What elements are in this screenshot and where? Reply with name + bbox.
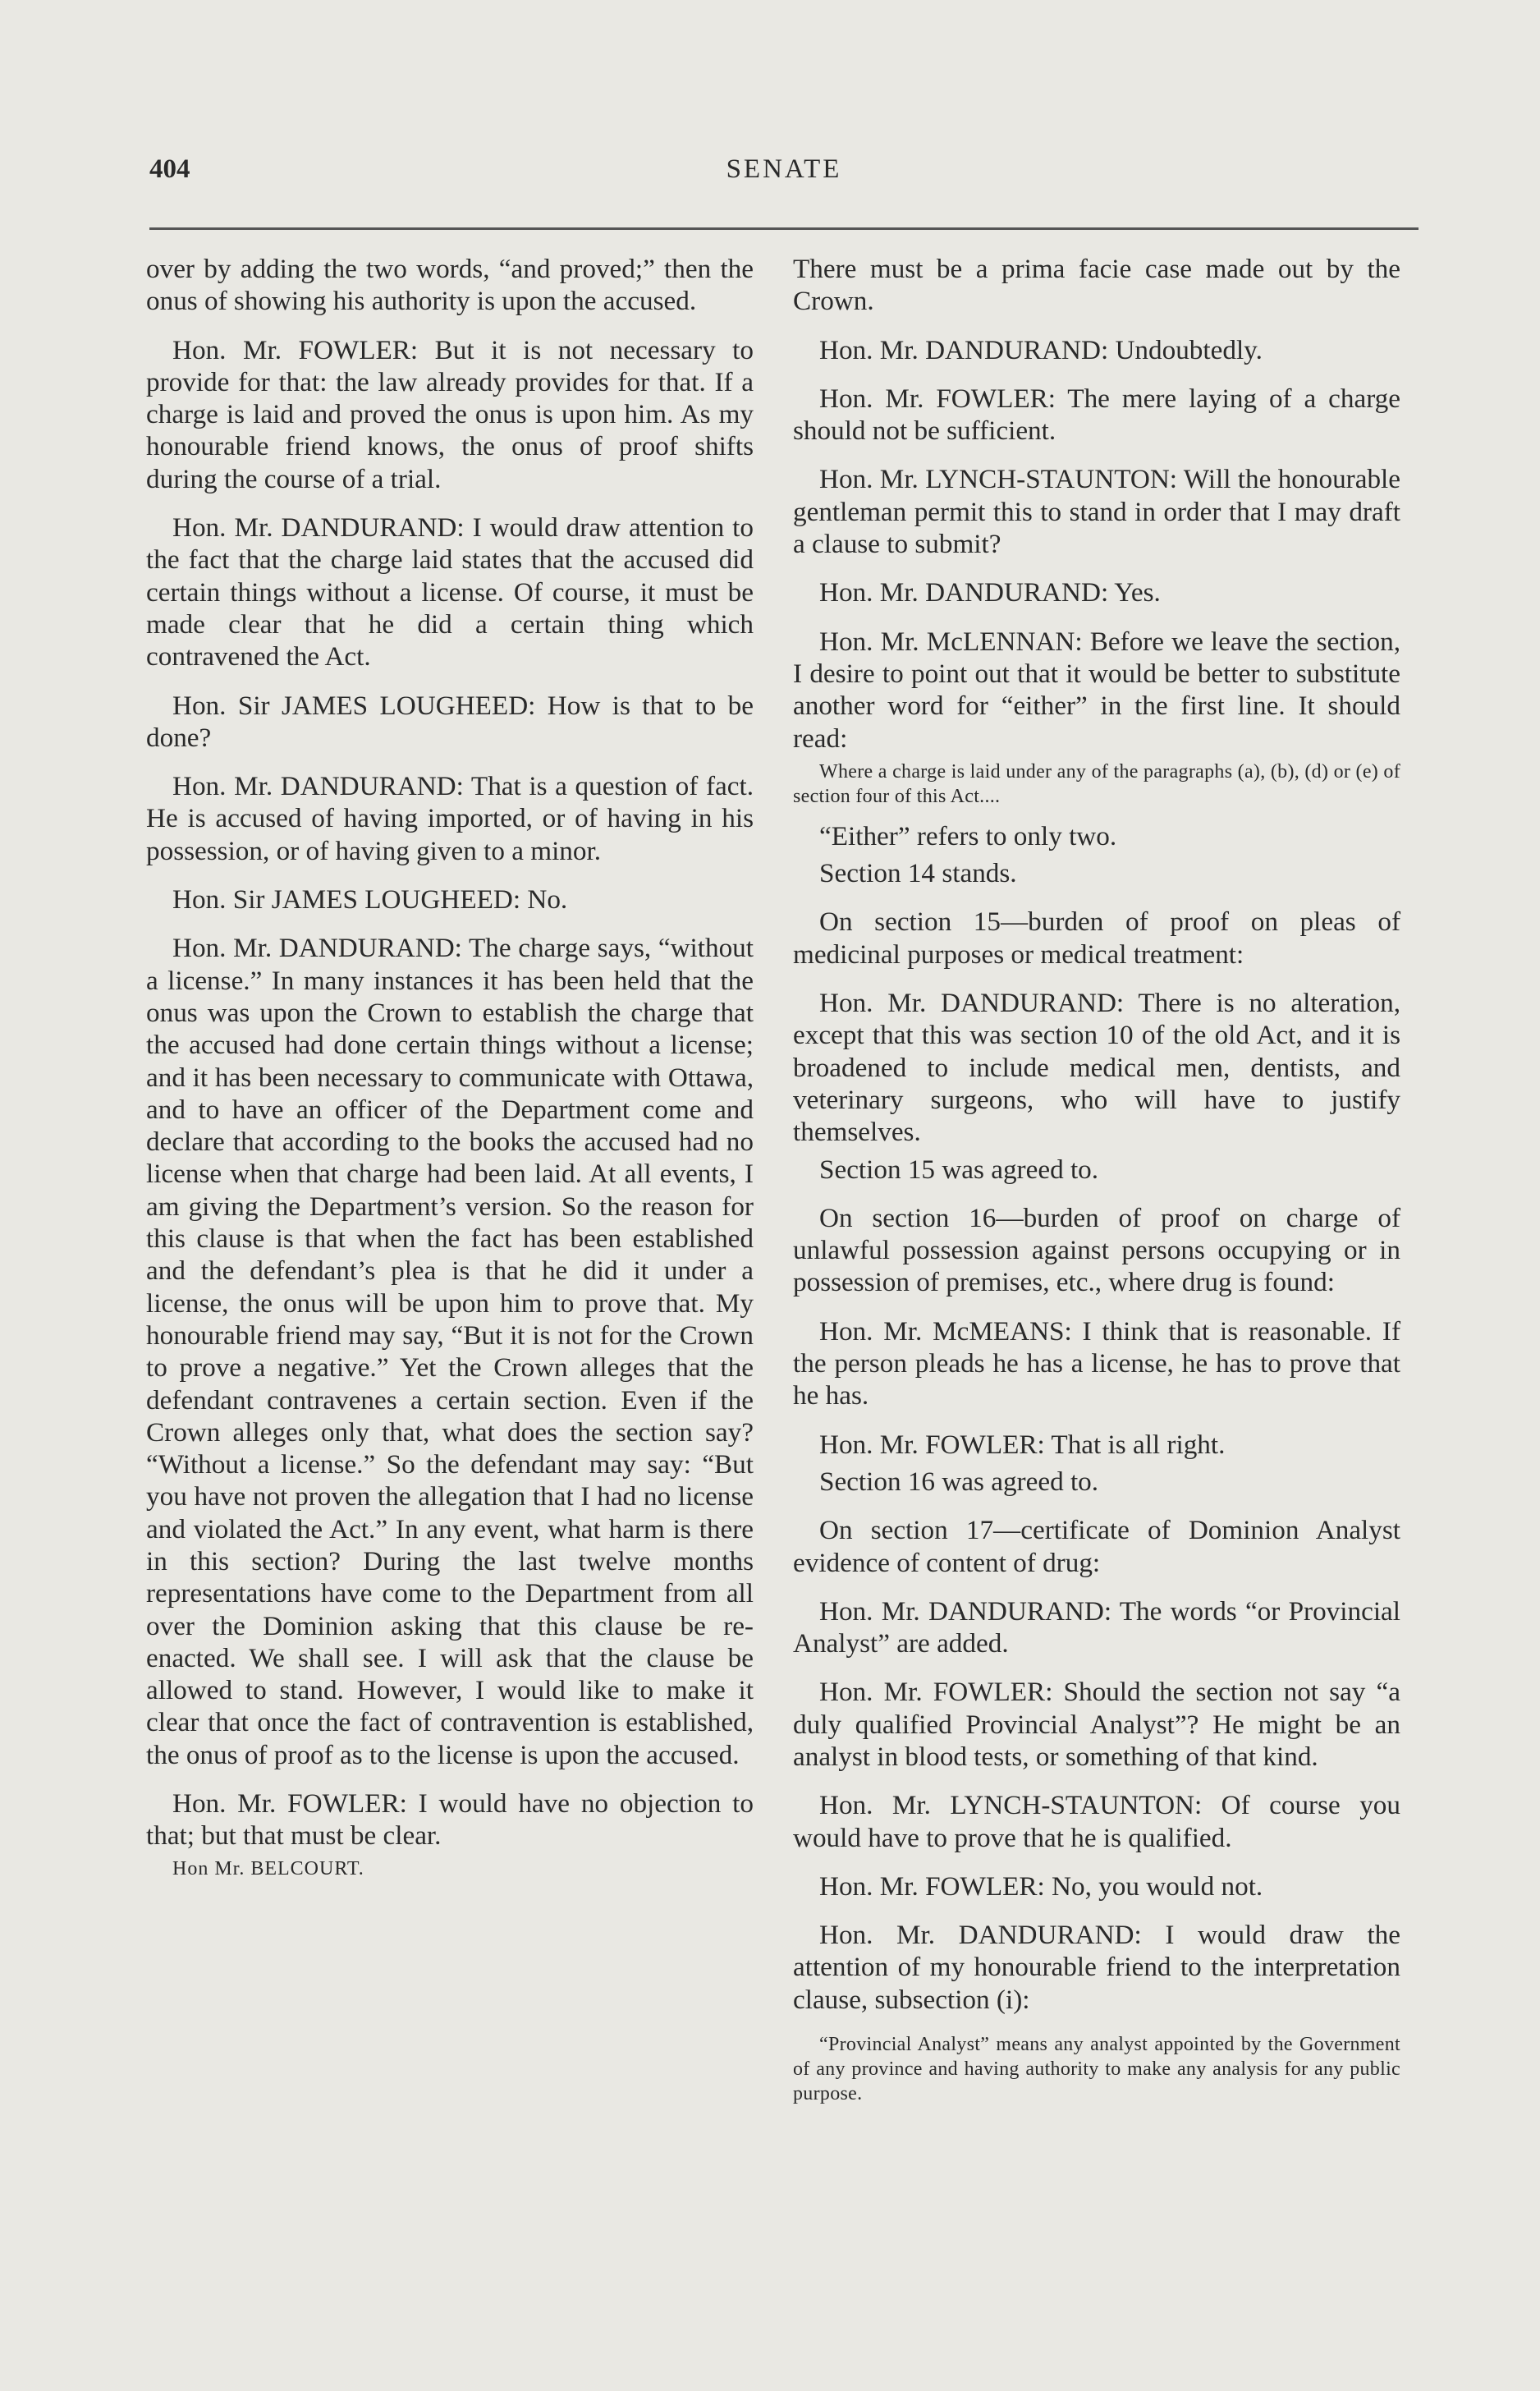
paragraph: On section 15—burden of proof on pleas of medicinal purposes or medical treatment: xyxy=(793,906,1400,970)
paragraph: Hon. Mr. DANDURAND: There is no alteration, except that this was section 10 of the old Act, and it is broadened to include medical men, dentists, and veterinary surgeons, who will have to justify themselves. xyxy=(793,988,1400,1148)
quoted-text: Where a charge is laid under any of the paragraphs (a), (b), (d) or (e) of section four of this Act.... xyxy=(793,760,1400,807)
quoted-text: “Provincial Analyst” means any analyst appointed by the Government of any province and having authority to make any analysis for any public purpose. xyxy=(793,2034,1400,2105)
paragraph: Hon. Mr. McMEANS: I think that is reasonable. If the person pleads he has a license, he has to prove that he has. xyxy=(793,1315,1400,1411)
header-rule xyxy=(149,227,1419,230)
paragraph: Hon. Mr. LYNCH-STAUNTON: Will the honourable gentleman permit this to stand in order that I may draft a clause to submit? xyxy=(793,464,1400,560)
paragraph: Hon. Mr. McLENNAN: Before we leave the section, I desire to point out that it would be better to substitute another word for “either” in the first line. It should read: xyxy=(793,626,1400,754)
paragraph: Hon. Mr. FOWLER: That is all right. xyxy=(819,1429,1226,1460)
paragraph: On section 17—certificate of Dominion Analyst evidence of content of drug: xyxy=(793,1515,1400,1578)
paragraph: Hon. Mr. DANDURAND: The words “or Provincial Analyst” are added. xyxy=(793,1595,1400,1659)
paragraph: Section 16 was agreed to. xyxy=(819,1466,1099,1497)
left-column xyxy=(146,253,754,1897)
paragraph: Hon. Mr. DANDURAND: The charge says, “without a license.” In many instances it has been held that the onus was upon the Crown to establish the charge that the accused had done certain things without a license; and it has been necessary to communicate with Ottawa, and to have an officer of the Department come and declare that according to the books the accused had no license when that charge had been laid. At all events, I am giving the Department’s version. So the reason for this clause is that when the fact has been established and the defendant’s plea is that he did it under a license, the onus will be upon him to prove that. My honourable friend may say, “But it is not for the Crown to prove a negative.” Yet the Crown alleges that the defendant contravenes a certain section. Even if the Crown alleges only that, what does the section say? “Without a license.” So the defendant may say: “But you have not proven the allegation that I had no license and violated the Act.” In any event, what harm is there in this section? During the last twelve months representations have come to the Department from all over the Dominion asking that this clause be re-enacted. We shall see. I will ask that the clause be allowed to stand. However, I would like to make it clear that once the fact of contravention is established, the onus of proof as to the license is upon the accused. xyxy=(146,933,754,1770)
paragraph: Hon. Mr. FOWLER: The mere laying of a charge should not be sufficient. xyxy=(793,383,1400,447)
paragraph: Section 14 stands. xyxy=(819,858,1017,889)
paragraph: Hon. Mr. DANDURAND: I would draw the attention of my honourable friend to the interpretation clause, subsection (i): xyxy=(793,1920,1400,2015)
paragraph: over by adding the two words, “and proved;” then the onus of showing his authority is upon the accused. xyxy=(146,254,754,317)
page-number: 404 xyxy=(149,154,190,184)
speaker-footer: Hon Mr. BELCOURT. xyxy=(172,1857,364,1879)
paragraph: Hon. Mr. DANDURAND: Undoubtedly. xyxy=(819,334,1263,365)
paragraph: Hon. Mr. LYNCH-STAUNTON: Of course you would have to prove that he is qualified. xyxy=(793,1790,1400,1853)
paragraph: Hon. Mr. DANDURAND: That is a question of fact. He is accused of having imported, or of having in his possession, or of having given to a minor. xyxy=(146,771,754,866)
paragraph: Hon. Mr. DANDURAND: Yes. xyxy=(819,577,1161,608)
paragraph: “Either” refers to only two. xyxy=(819,820,1117,851)
paragraph: Hon. Mr. FOWLER: But it is not necessary to provide for that: the law already provides for that. If a charge is laid and proved the onus is upon him. As my honourable friend knows, the onus of proof shifts during the course of a trial. xyxy=(146,334,754,494)
paragraph: Hon. Mr. DANDURAND: I would draw attention to the fact that the charge laid states that the accused did certain things without a license. Of course, it must be made clear that he did a certain thing which contravened the Act. xyxy=(146,512,754,672)
paragraph: Hon. Mr. FOWLER: I would have no objection to that; but that must be clear. xyxy=(146,1788,754,1852)
paragraph: Section 15 was agreed to. xyxy=(819,1154,1099,1185)
paragraph: On section 16—burden of proof on charge of unlawful possession against persons occupying or in possession of premises, etc., where drug is found: xyxy=(793,1202,1400,1298)
paragraph: There must be a prima facie case made out by the Crown. xyxy=(793,254,1400,317)
paragraph: Hon. Sir JAMES LOUGHEED: How is that to be done? xyxy=(146,690,754,753)
paragraph: Hon. Mr. FOWLER: Should the section not say “a duly qualified Provincial Analyst”? He might be an analyst in blood tests, or something of that kind. xyxy=(793,1677,1400,1772)
paragraph: Hon. Sir JAMES LOUGHEED: No. xyxy=(172,884,568,916)
right-column xyxy=(793,253,1400,2118)
page-header xyxy=(149,154,1419,195)
running-head: SENATE xyxy=(726,154,842,184)
paragraph: Hon. Mr. FOWLER: No, you would not. xyxy=(819,1870,1263,1902)
